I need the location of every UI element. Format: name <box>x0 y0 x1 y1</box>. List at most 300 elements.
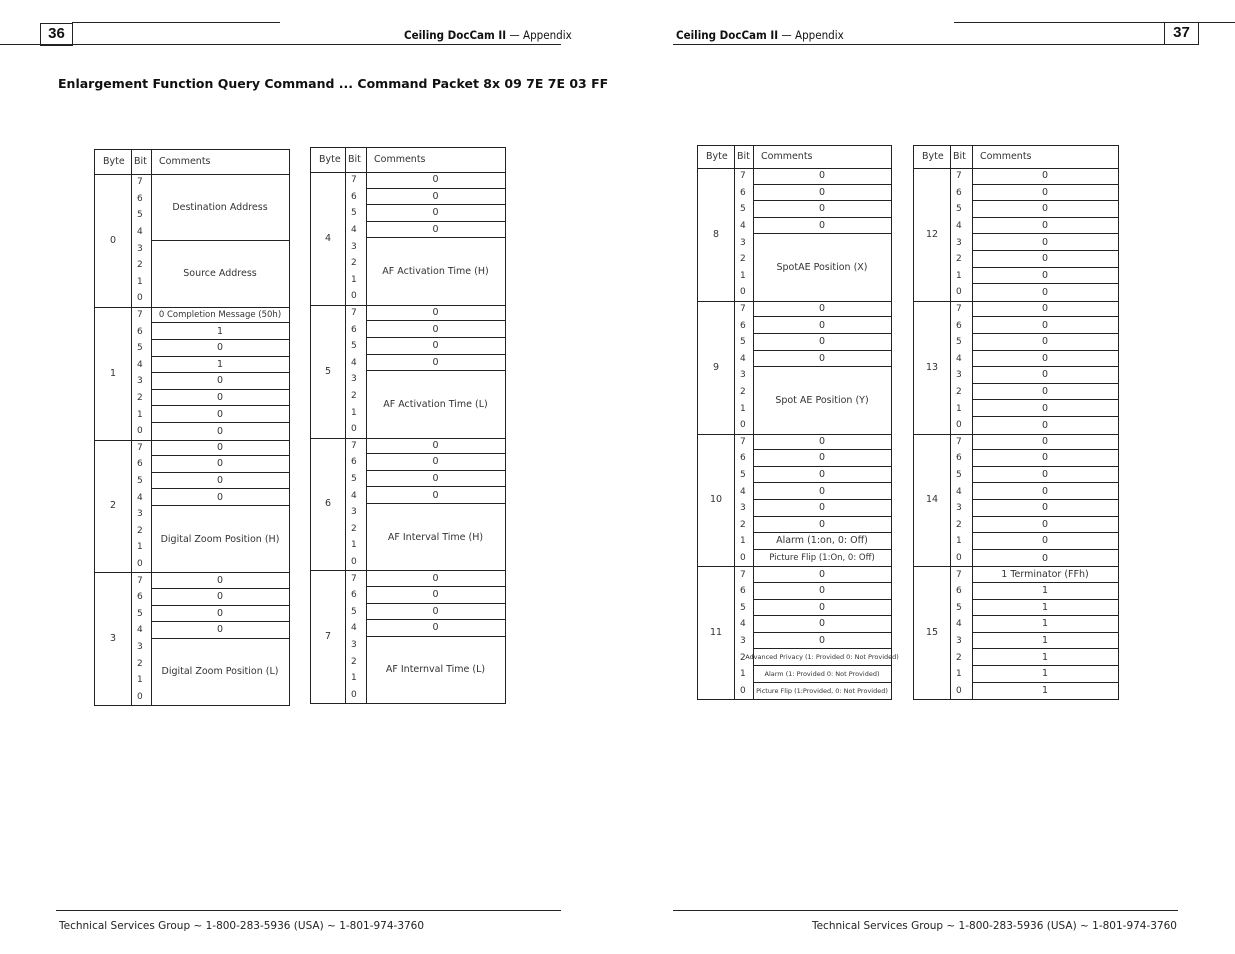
bit-number: 4 <box>956 353 962 364</box>
header-bit: Bit <box>737 151 750 162</box>
bit-comment: 0 <box>366 189 505 206</box>
bit-number: 1 <box>740 403 746 414</box>
field-block: AF Activation Time (H) <box>382 266 489 278</box>
bit-comment: 0 <box>972 533 1118 550</box>
bit-number: 0 <box>740 685 746 696</box>
bit-row <box>734 649 899 666</box>
bit-row <box>950 334 1118 351</box>
bit-number: 6 <box>956 320 962 331</box>
bit-row <box>734 483 891 500</box>
field-block: Digital Zoom Position (H) <box>160 533 280 545</box>
bit-comment: 0 <box>1041 286 1049 298</box>
bit-number: 0 <box>740 420 746 431</box>
bit-comment: 0 <box>972 218 1118 235</box>
bit-number: 4 <box>137 227 143 238</box>
bit-comment: 1 <box>972 633 1118 650</box>
bit-number: 1 <box>351 407 357 418</box>
bit-comment: 0 <box>753 301 891 318</box>
bit-row <box>950 533 1118 550</box>
bit-number: 6 <box>351 324 357 335</box>
byte-group <box>914 434 1118 568</box>
byte-number: 9 <box>712 361 720 373</box>
bit-row <box>345 355 505 372</box>
bit-comment: 0 <box>366 454 505 471</box>
bit-number: 5 <box>137 343 143 354</box>
bit-row <box>734 467 891 484</box>
bit-row <box>950 550 1118 567</box>
bit-comment: 0 <box>753 500 891 517</box>
field-block: SpotAE Position (X) <box>776 262 868 274</box>
bit-comment: 0 <box>151 440 289 457</box>
bit-comment: 0 <box>366 487 505 504</box>
bit-table <box>697 145 899 700</box>
header-bit: Bit <box>953 151 966 162</box>
bit-number: 3 <box>351 374 357 385</box>
header-comments: Comments <box>761 151 813 162</box>
footer-right: Technical Services Group ~ 1-800-283-5936 (USA) ~ 1-801-974-3760 <box>811 920 1177 932</box>
bit-row <box>131 606 289 623</box>
bit-comment: 0 <box>972 450 1118 467</box>
header-byte: Byte <box>103 156 125 167</box>
bit-row <box>734 550 891 567</box>
bit-row <box>131 622 289 639</box>
byte-number: 12 <box>925 228 939 240</box>
byte-group <box>95 174 289 308</box>
field-block: AF Interval Time (H) <box>387 531 484 543</box>
bit-comment: 0 <box>972 201 1118 218</box>
bit-row <box>950 417 1118 434</box>
bit-row <box>950 583 1118 600</box>
bit-number: 3 <box>740 237 746 248</box>
byte-number: 15 <box>925 627 939 639</box>
byte-group <box>311 305 505 439</box>
bit-row <box>734 600 891 617</box>
byte-number: 10 <box>709 494 723 506</box>
bit-comment: 0 <box>216 425 224 437</box>
bit-comment: 0 <box>753 351 891 368</box>
bit-comment: 0 <box>972 500 1118 517</box>
bit-comment: 0 <box>366 222 505 239</box>
field-block: Destination Address <box>151 174 289 241</box>
bit-number: 7 <box>956 436 962 447</box>
bit-row <box>345 438 505 455</box>
bit-number: 7 <box>956 569 962 580</box>
bit-row <box>950 284 1118 301</box>
bit-number: 5 <box>137 608 143 619</box>
header-rule-bottom-right <box>673 44 1198 45</box>
bit-number: 0 <box>956 287 962 298</box>
field-block: Source Address <box>183 268 257 280</box>
bit-comment: 0 <box>753 201 891 218</box>
bit-number: 2 <box>137 658 143 669</box>
bit-comment: 0 <box>753 467 891 484</box>
bit-comment: 0 <box>151 606 289 623</box>
bit-number: 2 <box>351 523 357 534</box>
bit-number: 0 <box>137 691 143 702</box>
bit-comment: 0 <box>753 583 891 600</box>
bit-comment: 0 <box>753 434 891 451</box>
bit-number: 7 <box>351 175 357 186</box>
bit-number: 2 <box>740 652 746 663</box>
bit-row <box>131 489 289 506</box>
bit-number: 4 <box>351 357 357 368</box>
bit-row <box>734 583 891 600</box>
bit-number: 1 <box>956 270 962 281</box>
byte-group <box>698 168 891 302</box>
bit-comment: 0 <box>753 168 891 185</box>
bit-row <box>131 473 289 490</box>
bit-number: 0 <box>351 689 357 700</box>
bit-comment: 0 <box>151 589 289 606</box>
bit-row <box>345 205 505 222</box>
running-head-right: Ceiling DocCam II — Appendix <box>676 28 844 42</box>
bit-number: 1 <box>956 403 962 414</box>
bit-number: 2 <box>351 391 357 402</box>
header-byte: Byte <box>706 151 728 162</box>
bit-number: 2 <box>137 260 143 271</box>
bit-row <box>131 589 289 606</box>
bit-number: 4 <box>351 225 357 236</box>
bit-number: 5 <box>740 337 746 348</box>
bit-number: 1 <box>956 536 962 547</box>
bit-number: 7 <box>956 304 962 315</box>
running-head-left: Ceiling DocCam II — Appendix <box>404 28 572 42</box>
bit-number: 2 <box>740 387 746 398</box>
bit-number: 7 <box>137 310 143 321</box>
bit-number: 0 <box>351 424 357 435</box>
bit-number: 5 <box>740 470 746 481</box>
bit-comment: 0 <box>753 218 891 235</box>
bit-row <box>345 222 505 239</box>
bit-number: 4 <box>740 221 746 232</box>
bit-number: 3 <box>956 237 962 248</box>
bit-row <box>734 500 891 517</box>
bit-number: 5 <box>351 474 357 485</box>
bit-row <box>950 268 1118 285</box>
bit-comment: 0 <box>366 438 505 455</box>
bit-number: 4 <box>351 623 357 634</box>
bit-number: 5 <box>740 602 746 613</box>
table-header <box>698 146 891 169</box>
bit-comment: Picture Flip (1:Provided, 0: Not Provided) <box>756 686 888 695</box>
bit-comment: 0 <box>972 467 1118 484</box>
footer-rule-right <box>673 910 1178 911</box>
bit-number: 1 <box>137 276 143 287</box>
bit-number: 2 <box>956 652 962 663</box>
bit-number: 6 <box>956 453 962 464</box>
bit-number: 4 <box>740 353 746 364</box>
bit-number: 3 <box>351 241 357 252</box>
bit-number: 7 <box>137 442 143 453</box>
bit-number: 7 <box>740 569 746 580</box>
bit-number: 5 <box>956 602 962 613</box>
bit-number: 2 <box>137 393 143 404</box>
bit-comment: 0 <box>151 473 289 490</box>
page-number-left: 36 <box>40 23 73 46</box>
bit-row <box>345 487 505 504</box>
bit-row <box>734 218 891 235</box>
byte-group <box>914 301 1118 435</box>
bit-row <box>345 620 505 637</box>
bit-row <box>345 471 505 488</box>
bit-comment: 0 <box>151 340 289 357</box>
header-bit: Bit <box>134 156 147 167</box>
header-comments: Comments <box>159 156 211 167</box>
bit-comment: 1 <box>972 600 1118 617</box>
running-head-title: Ceiling DocCam II <box>404 28 507 42</box>
bit-comment: 0 <box>151 572 289 589</box>
bit-number: 0 <box>137 293 143 304</box>
bit-number: 7 <box>351 440 357 451</box>
bit-comment: 0 <box>753 334 891 351</box>
bit-comment: 0 <box>151 390 289 407</box>
bit-comment: 0 <box>151 622 289 639</box>
byte-group <box>95 440 289 574</box>
bit-row <box>950 301 1118 318</box>
bit-row <box>734 334 891 351</box>
bit-comment: Advanced Privacy (1: Provided 0: Not Provided) <box>753 649 891 666</box>
bit-comment: 0 <box>753 450 891 467</box>
table-header <box>914 146 1118 169</box>
bit-row <box>131 357 289 374</box>
bit-comment: 0 <box>366 471 505 488</box>
bit-row <box>734 351 891 368</box>
bit-number: 3 <box>137 376 143 387</box>
byte-number: 7 <box>324 631 332 643</box>
bit-number: 7 <box>351 308 357 319</box>
bit-comment: 0 <box>366 305 505 322</box>
bit-number: 6 <box>137 459 143 470</box>
bit-row <box>345 338 505 355</box>
bit-comment: 0 <box>972 517 1118 534</box>
bit-number: 1 <box>740 270 746 281</box>
bit-comment: Alarm (1: Provided 0: Not Provided) <box>753 666 891 683</box>
bit-row <box>950 483 1118 500</box>
bit-table <box>913 145 1119 700</box>
bit-number: 2 <box>956 387 962 398</box>
bit-number: 6 <box>740 586 746 597</box>
bit-number: 6 <box>137 326 143 337</box>
bit-row <box>734 566 891 583</box>
bit-comment: 0 <box>972 268 1118 285</box>
bit-number: 7 <box>740 304 746 315</box>
bit-number: 6 <box>740 453 746 464</box>
byte-number: 8 <box>712 228 720 240</box>
bit-number: 5 <box>956 337 962 348</box>
bit-row <box>131 373 289 390</box>
bit-row <box>950 500 1118 517</box>
bit-comment: Picture Flip (1:On, 0: Off) <box>769 553 875 564</box>
byte-group <box>698 566 899 699</box>
bit-number: 6 <box>956 586 962 597</box>
bit-row <box>131 572 289 589</box>
bit-number: 4 <box>351 490 357 501</box>
bit-number: 0 <box>351 291 357 302</box>
bit-number: 3 <box>740 370 746 381</box>
bit-number: 0 <box>740 553 746 564</box>
bit-comment: 0 <box>366 172 505 189</box>
bit-number: 4 <box>956 619 962 630</box>
bit-row <box>734 185 891 202</box>
bit-number: 5 <box>137 476 143 487</box>
bit-number: 6 <box>137 193 143 204</box>
byte-number: 1 <box>109 367 117 379</box>
bit-number: 3 <box>137 509 143 520</box>
bit-row <box>345 321 505 338</box>
bit-comment: 0 <box>753 317 891 334</box>
bit-comment: 0 <box>753 566 891 583</box>
bit-number: 4 <box>956 221 962 232</box>
bit-comment: 0 <box>366 205 505 222</box>
bit-number: 5 <box>956 204 962 215</box>
bit-row <box>734 301 891 318</box>
header-byte: Byte <box>922 151 944 162</box>
bit-number: 2 <box>137 525 143 536</box>
bit-number: 6 <box>351 457 357 468</box>
bit-row <box>345 454 505 471</box>
bit-number: 7 <box>740 436 746 447</box>
bit-comment: 0 <box>1041 552 1049 564</box>
bit-comment: 0 <box>972 434 1118 451</box>
byte-number: 3 <box>109 633 117 645</box>
bit-comment: 0 <box>151 456 289 473</box>
byte-group <box>698 434 891 568</box>
bit-row <box>734 317 891 334</box>
bit-number: 0 <box>351 557 357 568</box>
byte-number: 11 <box>709 627 723 639</box>
bit-row <box>950 317 1118 334</box>
bit-comment: 1 <box>1041 685 1049 697</box>
bit-row <box>131 440 289 457</box>
bit-row <box>734 666 891 683</box>
bit-number: 5 <box>137 210 143 221</box>
bit-number: 3 <box>351 640 357 651</box>
header-comments: Comments <box>980 151 1032 162</box>
bit-row <box>950 218 1118 235</box>
running-head-section: Appendix <box>523 28 572 42</box>
bit-number: 3 <box>740 503 746 514</box>
byte-group <box>311 570 505 703</box>
bit-comment: 0 <box>753 517 891 534</box>
bit-row <box>950 384 1118 401</box>
byte-number: 5 <box>324 365 332 377</box>
byte-number: 13 <box>925 361 939 373</box>
bit-comment: 0 <box>151 406 289 423</box>
bit-row <box>950 400 1118 417</box>
bit-number: 1 <box>137 675 143 686</box>
byte-group <box>914 566 1118 699</box>
bit-row <box>734 517 891 534</box>
bit-number: 0 <box>956 685 962 696</box>
bit-number: 6 <box>351 191 357 202</box>
bit-row <box>950 566 1118 583</box>
bit-number: 0 <box>956 420 962 431</box>
bit-number: 5 <box>740 204 746 215</box>
bit-row <box>950 185 1118 202</box>
bit-row <box>734 533 891 550</box>
bit-number: 7 <box>956 171 962 182</box>
running-head-section: Appendix <box>795 28 844 42</box>
byte-group <box>95 307 289 441</box>
bit-comment: 0 <box>753 633 891 650</box>
bit-number: 2 <box>740 254 746 265</box>
bit-row <box>950 234 1118 251</box>
bit-number: 3 <box>351 507 357 518</box>
bit-row <box>734 633 891 650</box>
bit-comment: 0 <box>366 321 505 338</box>
bit-row <box>734 683 891 700</box>
byte-group <box>311 438 505 572</box>
bit-comment: 0 <box>151 373 289 390</box>
byte-number: 6 <box>324 498 332 510</box>
bit-number: 6 <box>740 187 746 198</box>
byte-group <box>914 168 1118 302</box>
bit-comment: 1 Terminator (FFh) <box>972 566 1118 583</box>
bit-number: 4 <box>956 486 962 497</box>
bit-comment: 0 <box>972 400 1118 417</box>
bit-comment: 1 <box>972 649 1118 666</box>
byte-number: 0 <box>109 234 117 246</box>
running-head-title: Ceiling DocCam II <box>676 28 779 42</box>
bit-row <box>345 305 505 322</box>
bit-comment: 0 Completion Message (50h) <box>151 307 289 324</box>
bit-number: 4 <box>740 486 746 497</box>
bit-comment: 0 <box>972 234 1118 251</box>
header-rule-top <box>72 22 280 23</box>
bit-table <box>310 147 506 704</box>
bit-comment: 0 <box>753 185 891 202</box>
bit-number: 1 <box>351 274 357 285</box>
bit-row <box>950 450 1118 467</box>
footer-rule-left <box>56 910 561 911</box>
section-heading: Enlargement Function Query Command ... Command Packet 8x 09 7E 7E 03 FF <box>58 76 609 91</box>
bit-row <box>734 616 891 633</box>
bit-number: 1 <box>137 409 143 420</box>
bit-row <box>345 172 505 189</box>
bit-number: 3 <box>740 636 746 647</box>
bit-number: 4 <box>137 625 143 636</box>
byte-number: 14 <box>925 494 939 506</box>
bit-row <box>950 616 1118 633</box>
bit-comment: 1 <box>151 323 289 340</box>
bit-comment: 0 <box>151 489 289 506</box>
bit-number: 6 <box>137 592 143 603</box>
bit-number: 0 <box>137 426 143 437</box>
header-rule-bottom <box>72 44 561 45</box>
bit-number: 5 <box>351 208 357 219</box>
bit-comment: 1 <box>972 583 1118 600</box>
bit-number: 0 <box>137 559 143 570</box>
bit-number: 4 <box>740 619 746 630</box>
bit-number: 1 <box>351 540 357 551</box>
bit-comment: 0 <box>366 355 505 372</box>
bit-comment: 0 <box>972 483 1118 500</box>
bit-number: 3 <box>137 642 143 653</box>
bit-row <box>345 587 505 604</box>
bit-comment: 0 <box>972 334 1118 351</box>
bit-comment: 0 <box>753 616 891 633</box>
byte-group <box>698 301 891 435</box>
footer-left: Technical Services Group ~ 1-800-283-5936 (USA) ~ 1-801-974-3760 <box>59 920 425 932</box>
bit-number: 3 <box>956 636 962 647</box>
bit-number: 2 <box>351 656 357 667</box>
bit-number: 7 <box>137 575 143 586</box>
bit-row <box>345 570 505 587</box>
table-header <box>95 150 289 175</box>
bit-number: 5 <box>351 341 357 352</box>
bit-row <box>345 604 505 621</box>
bit-comment: 0 <box>972 168 1118 185</box>
